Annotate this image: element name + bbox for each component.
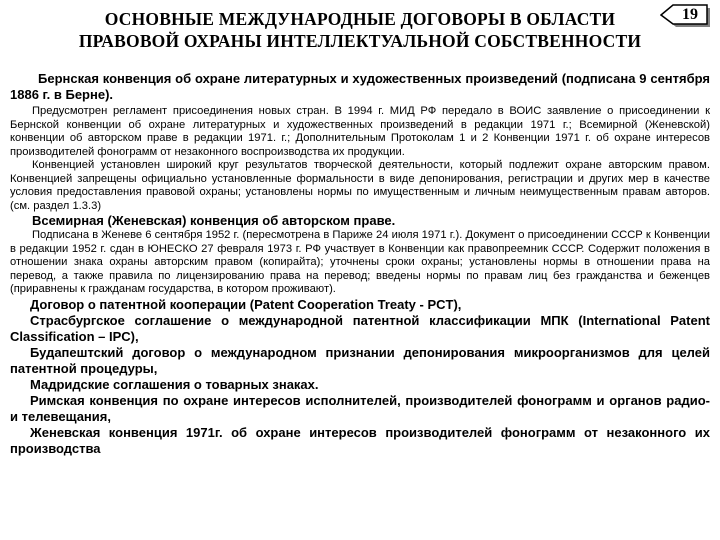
title-line-1: ОСНОВНЫЕ МЕЖДУНАРОДНЫЕ ДОГОВОРЫ В ОБЛАСТИ (104, 9, 616, 29)
treaty-item: Страсбургское соглашение о международной патентной классификации МПК (International Patent Classification – IPC), (10, 312, 710, 344)
geneva-convention-heading: Всемирная (Женевская) конвенция об авторском праве. (32, 213, 396, 228)
page-number-badge (660, 3, 712, 29)
bern-convention-heading: Бернская конвенция об охране литературных и художественных произведений (подписана 9 сентября 1886 г. в Берне). (10, 71, 710, 102)
treaty-item: Женевская конвенция 1971г. об охране интересов производителей фонограмм от незаконного их производства (10, 424, 710, 456)
geneva-paragraph: Подписана в Женеве 6 сентября 1952 г. (пересмотрена в Париже 24 июля 1971 г.). Документ о присоединении СССР к Конвенции в редакции 1952 г. сдан в ЮНЕСКО 27 февраля 1973 г. РФ участвует в Конвенции как правопреемник СССР. Содержит положения в отношении знака охраны авторским правом (копирайта); уточнены сроки охраны; установлены нормы в отношении права на перевод, а также правила по лицензированию права на перевод; введены нормы по правам лиц без гражданства и беженцев (приравнены к гражданам государства, в котором проживают). (10, 229, 710, 295)
treaty-item: Мадридские соглашения о товарных знаках. (30, 376, 319, 392)
treaty-item: Римская конвенция по охране интересов исполнителей, производителей фонограмм и органов радио- и телевещания, (10, 392, 710, 424)
bern-paragraph-2: Конвенцией установлен широкий круг результатов творческой деятельности, который подлежит охране авторским правом. Конвенцией запрещены официально установленные формальности в виде депонирования, регистрации и других мер в качестве условия предоставления правовой охраны; установлены нормы по имущественным и личным неимущественным правам авторов. (см. раздел 1.3.3) (10, 159, 710, 212)
treaty-item: Будапештский договор о международном признании депонирования микроорганизмов для целей патентной процедуры, (10, 344, 710, 376)
slide-title (20, 8, 700, 52)
page-number: 19 (682, 6, 698, 23)
slide-content (10, 71, 710, 457)
treaty-item: Договор о патентной кооперации (Patent Cooperation Treaty - PCT), (30, 296, 462, 312)
bern-paragraph-1: Предусмотрен регламент присоединения новых стран. В 1994 г. МИД РФ передало в ВОИС заявление о присоединении к Бернской конвенции об охране литературных и художественных произведений в редакции 1971 г.; Всемирной (Женевской) конвенции об авторском праве в редакции 1971. г.; Дополнительным Протоколам 1 и 2 Конвенции 1971 г. об охране интересов производителей фонограмм от незаконного воспроизводства их продукции. (10, 105, 710, 158)
title-line-2: ПРАВОВОЙ ОХРАНЫ ИНТЕЛЛЕКТУАЛЬНОЙ СОБСТВЕННОСТИ (78, 31, 642, 51)
